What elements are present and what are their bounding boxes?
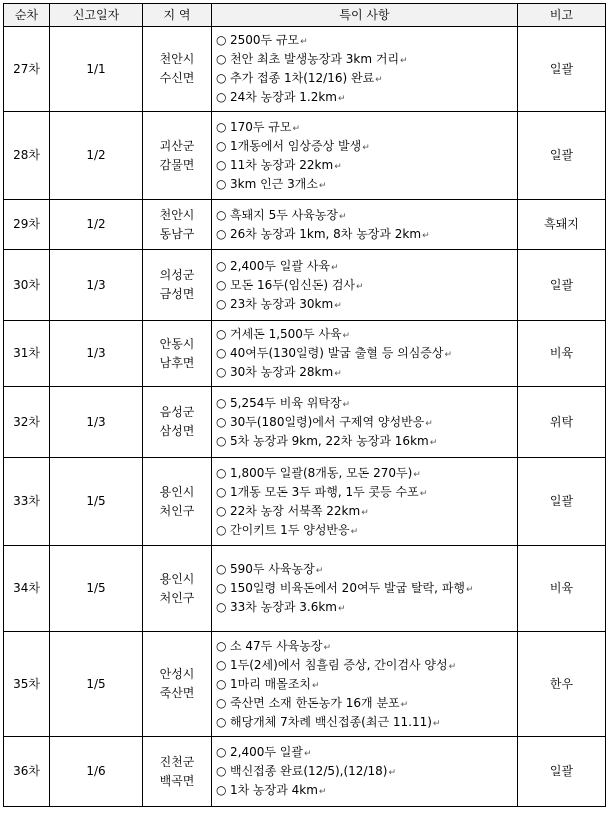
- detail-line: [216, 762, 517, 781]
- region-line: 금성면: [159, 287, 195, 301]
- detail-line: [216, 694, 517, 713]
- seq-cell: 27차: [4, 27, 50, 112]
- header-date: 신고일자: [50, 4, 143, 27]
- seq-cell: 33차: [4, 458, 50, 546]
- detail-text: 백신접종 완료(12/5),(12/18): [230, 764, 388, 778]
- seq-cell: 28차: [4, 112, 50, 200]
- region-cell: [143, 387, 212, 458]
- circle-bullet-icon: ○: [216, 676, 227, 691]
- detail-line: [216, 225, 517, 244]
- detail-text: 30차 농장과 28km: [230, 365, 334, 379]
- detail-text: 간이키트 1두 양성반응: [230, 522, 350, 537]
- return-mark-icon: ↵: [292, 123, 301, 134]
- detail-text: 1개동 모돈 3두 파행, 1두 콧등 수포: [230, 484, 419, 499]
- detail-line: [216, 432, 517, 451]
- circle-bullet-icon: ○: [216, 657, 227, 672]
- detail-line: [216, 394, 517, 413]
- return-mark-icon: ↵: [361, 507, 369, 518]
- region-cell: [143, 112, 212, 200]
- region-line: 천안시: [159, 52, 195, 66]
- detail-line: [216, 483, 517, 502]
- table-row: [4, 321, 606, 387]
- circle-bullet-icon: ○: [216, 207, 227, 222]
- detail-text: 24차 농장과 1.2km: [230, 90, 337, 104]
- circle-bullet-icon: ○: [216, 695, 227, 710]
- circle-bullet-icon: ○: [216, 71, 227, 85]
- detail-text: 23차 농장과 30km: [230, 296, 334, 311]
- detail-line: [216, 502, 517, 521]
- return-mark-icon: ↵: [339, 211, 347, 222]
- header-details: 특이 사항: [212, 4, 518, 27]
- circle-bullet-icon: ○: [216, 119, 227, 134]
- return-mark-icon: ↵: [300, 37, 308, 47]
- return-mark-icon: ↵: [334, 369, 342, 379]
- circle-bullet-icon: ○: [216, 638, 227, 653]
- details-cell: [212, 112, 518, 200]
- circle-bullet-icon: ○: [216, 414, 227, 429]
- circle-bullet-icon: ○: [216, 226, 227, 241]
- header-note: 비고: [518, 4, 606, 27]
- detail-text: 1,800두 일괄(8개동, 모돈 270두): [230, 465, 413, 480]
- circle-bullet-icon: ○: [216, 138, 227, 153]
- return-mark-icon: ↵: [422, 230, 430, 241]
- details-cell: [212, 737, 518, 807]
- date-cell: 1/5: [50, 546, 143, 632]
- return-mark-icon: ↵: [448, 661, 457, 672]
- detail-text: 11차 농장과 22km: [230, 157, 334, 172]
- circle-bullet-icon: ○: [216, 52, 227, 66]
- seq-cell: 34차: [4, 546, 50, 632]
- detail-line: [216, 325, 517, 344]
- detail-line: [216, 675, 517, 694]
- note-cell: 일괄: [518, 737, 606, 807]
- region-line: 삼성면: [159, 424, 195, 438]
- header-row: [4, 4, 606, 27]
- detail-text: 26차 농장과 1km, 8차 농장과 2km: [230, 226, 422, 241]
- return-mark-icon: ↵: [375, 75, 383, 85]
- table-body: [4, 27, 606, 807]
- table-row: [4, 387, 606, 458]
- region-line: 의성군: [159, 268, 195, 282]
- details-cell: [212, 321, 518, 387]
- details-cell: [212, 27, 518, 112]
- detail-line: [216, 521, 517, 540]
- region-line: 안동시: [159, 336, 195, 351]
- detail-line: [216, 637, 517, 656]
- table-row: [4, 112, 606, 200]
- region-line: 용인시: [159, 571, 195, 586]
- circle-bullet-icon: ○: [216, 395, 227, 410]
- region-line: 괴산군: [159, 138, 195, 153]
- details-cell: [212, 632, 518, 737]
- date-cell: 1/1: [50, 27, 143, 112]
- region-line: 감물면: [159, 157, 195, 172]
- detail-line: [216, 363, 517, 382]
- details-cell: [212, 250, 518, 321]
- region-cell: [143, 250, 212, 321]
- detail-text: 모돈 16두(임신돈) 검사: [230, 277, 355, 292]
- circle-bullet-icon: ○: [216, 465, 227, 480]
- circle-bullet-icon: ○: [216, 157, 227, 172]
- date-cell: 1/3: [50, 387, 143, 458]
- outbreak-table: [3, 3, 606, 807]
- return-mark-icon: ↵: [342, 399, 351, 410]
- return-mark-icon: ↵: [318, 180, 327, 191]
- detail-line: [216, 31, 517, 50]
- circle-bullet-icon: ○: [216, 714, 227, 729]
- note-cell: 비육: [518, 321, 606, 387]
- detail-line: [216, 464, 517, 483]
- circle-bullet-icon: ○: [216, 522, 227, 537]
- detail-text: 5,254두 비육 위탁장: [230, 395, 342, 410]
- detail-line: [216, 69, 517, 88]
- region-cell: [143, 200, 212, 250]
- region-line: 음성군: [159, 405, 195, 419]
- note-cell: 일괄: [518, 112, 606, 200]
- return-mark-icon: ↵: [413, 469, 421, 480]
- details-cell: [212, 200, 518, 250]
- seq-cell: 31차: [4, 321, 50, 387]
- return-mark-icon: ↵: [303, 749, 312, 759]
- detail-line: [216, 713, 517, 732]
- circle-bullet-icon: ○: [216, 365, 227, 379]
- detail-line: [216, 656, 517, 675]
- detail-text: 22차 농장 서북쪽 22km: [230, 503, 361, 518]
- circle-bullet-icon: ○: [216, 346, 227, 360]
- region-cell: [143, 321, 212, 387]
- detail-text: 1차 농장과 4km: [230, 783, 318, 797]
- region-line: 백곡면: [159, 773, 195, 788]
- return-mark-icon: ↵: [350, 526, 359, 537]
- region-line: 용인시: [159, 484, 195, 499]
- detail-line: [216, 276, 517, 295]
- region-line: 진천군: [159, 754, 195, 769]
- detail-text: 150일령 비육돈에서 20여두 발굽 탈락, 파행: [230, 581, 465, 595]
- date-cell: 1/5: [50, 458, 143, 546]
- return-mark-icon: ↵: [318, 787, 327, 797]
- circle-bullet-icon: ○: [216, 600, 227, 614]
- detail-line: [216, 413, 517, 432]
- detail-line: [216, 579, 517, 598]
- return-mark-icon: ↵: [362, 142, 370, 153]
- return-mark-icon: ↵: [334, 300, 342, 311]
- circle-bullet-icon: ○: [216, 783, 227, 797]
- table-row: [4, 458, 606, 546]
- detail-line: [216, 598, 517, 617]
- note-cell: 비육: [518, 546, 606, 632]
- region-line: 처인구: [159, 590, 195, 605]
- return-mark-icon: ↵: [419, 488, 428, 499]
- return-mark-icon: ↵: [356, 281, 364, 292]
- circle-bullet-icon: ○: [216, 33, 227, 47]
- date-cell: 1/2: [50, 200, 143, 250]
- date-cell: 1/3: [50, 250, 143, 321]
- return-mark-icon: ↵: [425, 418, 433, 429]
- header-region: 지 역: [143, 4, 212, 27]
- detail-text: 거세돈 1,500두 사육: [230, 327, 342, 341]
- circle-bullet-icon: ○: [216, 503, 227, 518]
- detail-text: 2,400두 일괄 사육: [230, 258, 330, 273]
- detail-line: [216, 118, 517, 137]
- circle-bullet-icon: ○: [216, 296, 227, 311]
- table-row: [4, 27, 606, 112]
- detail-text: 소 47두 사육농장: [230, 638, 323, 653]
- detail-line: [216, 743, 517, 762]
- region-line: 동남구: [159, 226, 195, 241]
- circle-bullet-icon: ○: [216, 433, 227, 448]
- detail-text: 30두(180일령)에서 구제역 양성반응: [230, 414, 425, 429]
- region-line: 안성시: [159, 667, 195, 681]
- table-row: [4, 632, 606, 737]
- detail-text: 590두 사육농장: [230, 562, 315, 576]
- circle-bullet-icon: ○: [216, 258, 227, 273]
- region-line: 처인구: [159, 503, 195, 518]
- detail-line: [216, 560, 517, 579]
- date-cell: 1/3: [50, 321, 143, 387]
- detail-line: [216, 206, 517, 225]
- detail-line: [216, 88, 517, 107]
- detail-text: 흑돼지 5두 사육농장: [230, 207, 339, 222]
- circle-bullet-icon: ○: [216, 562, 227, 576]
- details-cell: [212, 458, 518, 546]
- circle-bullet-icon: ○: [216, 484, 227, 499]
- header-seq: 순차: [4, 4, 50, 27]
- return-mark-icon: ↵: [330, 262, 339, 273]
- detail-line: [216, 50, 517, 69]
- region-cell: [143, 632, 212, 737]
- detail-text: 40여두(130일령) 발굽 출혈 등 의심증상: [230, 346, 444, 360]
- region-line: 수신면: [159, 71, 195, 85]
- return-mark-icon: ↵: [388, 768, 396, 778]
- region-cell: [143, 737, 212, 807]
- seq-cell: 35차: [4, 632, 50, 737]
- detail-line: [216, 781, 517, 800]
- circle-bullet-icon: ○: [216, 90, 227, 104]
- date-cell: 1/6: [50, 737, 143, 807]
- table-row: [4, 546, 606, 632]
- return-mark-icon: ↵: [338, 604, 346, 614]
- note-cell: 위탁: [518, 387, 606, 458]
- detail-line: [216, 156, 517, 175]
- seq-cell: 29차: [4, 200, 50, 250]
- detail-text: 2,400두 일괄: [230, 745, 303, 759]
- detail-text: 해당개체 7차례 백신접종(최근 11.11): [230, 714, 432, 729]
- return-mark-icon: ↵: [429, 437, 438, 448]
- details-cell: [212, 387, 518, 458]
- detail-text: 1개동에서 임상증상 발생: [230, 138, 362, 153]
- date-cell: 1/5: [50, 632, 143, 737]
- return-mark-icon: ↵: [338, 94, 346, 104]
- seq-cell: 36차: [4, 737, 50, 807]
- detail-text: 170두 규모: [230, 119, 292, 134]
- detail-text: 3km 인근 3개소: [230, 176, 318, 191]
- region-line: 천안시: [159, 207, 195, 222]
- return-mark-icon: ↵: [312, 680, 320, 691]
- circle-bullet-icon: ○: [216, 581, 227, 595]
- seq-cell: 30차: [4, 250, 50, 321]
- detail-text: 33차 농장과 3.6km: [230, 600, 337, 614]
- details-cell: [212, 546, 518, 632]
- return-mark-icon: ↵: [342, 331, 351, 341]
- detail-line: [216, 175, 517, 194]
- table-row: [4, 250, 606, 321]
- table-row: [4, 200, 606, 250]
- detail-text: 5차 농장과 9km, 22차 농장과 16km: [230, 433, 429, 448]
- return-mark-icon: ↵: [465, 585, 474, 595]
- region-cell: [143, 546, 212, 632]
- note-cell: 일괄: [518, 458, 606, 546]
- return-mark-icon: ↵: [323, 642, 331, 653]
- region-line: 죽산면: [159, 686, 195, 700]
- detail-text: 1마리 매몰조치: [230, 676, 312, 691]
- date-cell: 1/2: [50, 112, 143, 200]
- return-mark-icon: ↵: [400, 56, 408, 66]
- circle-bullet-icon: ○: [216, 764, 227, 778]
- circle-bullet-icon: ○: [216, 327, 227, 341]
- table-row: [4, 737, 606, 807]
- detail-text: 추가 접종 1차(12/16) 완료: [230, 71, 375, 85]
- circle-bullet-icon: ○: [216, 745, 227, 759]
- detail-text: 2500두 규모: [230, 33, 300, 47]
- seq-cell: 32차: [4, 387, 50, 458]
- detail-text: 천안 최초 발생농장과 3km 거리: [230, 52, 400, 66]
- return-mark-icon: ↵: [400, 699, 409, 710]
- return-mark-icon: ↵: [334, 161, 342, 172]
- return-mark-icon: ↵: [444, 350, 453, 360]
- detail-text: 1두(2세)에서 침흘림 증상, 간이검사 양성: [230, 657, 448, 672]
- region-line: 남후면: [159, 355, 195, 370]
- circle-bullet-icon: ○: [216, 277, 227, 292]
- note-cell: 일괄: [518, 27, 606, 112]
- return-mark-icon: ↵: [432, 718, 441, 729]
- detail-text: 죽산면 소재 한돈농가 16개 분포: [230, 695, 400, 710]
- return-mark-icon: ↵: [315, 566, 324, 576]
- note-cell: 흑돼지: [518, 200, 606, 250]
- detail-line: [216, 344, 517, 363]
- note-cell: 일괄: [518, 250, 606, 321]
- region-cell: [143, 458, 212, 546]
- circle-bullet-icon: ○: [216, 176, 227, 191]
- detail-line: [216, 257, 517, 276]
- region-cell: [143, 27, 212, 112]
- detail-line: [216, 295, 517, 314]
- note-cell: 한우: [518, 632, 606, 737]
- detail-line: [216, 137, 517, 156]
